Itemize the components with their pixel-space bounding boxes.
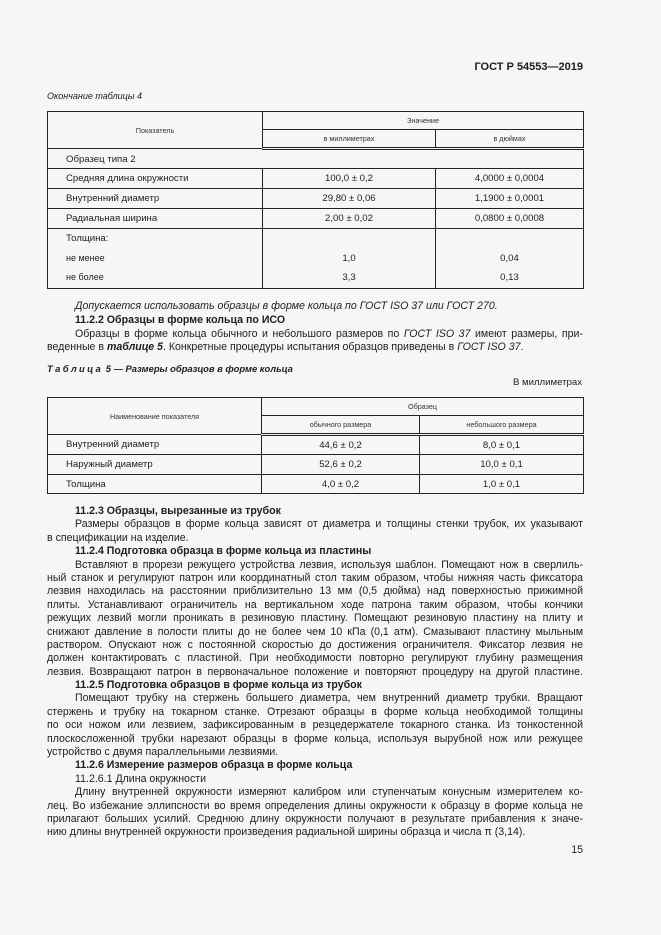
- text-segment: ный станок и регулируют патрон или координатный стол таким образом, чтобы нижняя часть фиксатора: [47, 571, 583, 584]
- text-segment: нию длины внутренней окружности произведения радиальной ширины образца и числа π (3,14).: [47, 826, 526, 839]
- row-mm: 2,00 ± 0,02: [263, 209, 436, 229]
- body-text-lower: [47, 505, 583, 840]
- row-normal: 52,6 ± 0,2: [262, 455, 420, 475]
- text-segment: лец. Во избежание эллипсности во время определения длины окружности к образцу в форме кольца не: [47, 799, 583, 812]
- text-line: [47, 800, 583, 813]
- row-in: 0,0800 ± 0,0008: [436, 209, 584, 229]
- text-line: [47, 559, 583, 572]
- table-5: [47, 397, 584, 494]
- col-header-normal: обычного размера: [262, 416, 420, 435]
- row-normal: 44,6 ± 0,2: [262, 435, 420, 455]
- text-line: [47, 572, 583, 585]
- thickness-label: Толщина:: [66, 233, 109, 244]
- row-mm: 100,0 ± 0,2: [263, 169, 436, 189]
- row-in: 1,1900 ± 0,0001: [436, 189, 584, 209]
- text-segment: по оси ножом или лезвием, зафиксированным в резцедержателе токарного станка. Из тонкостенной: [47, 719, 583, 732]
- text-line: [47, 746, 583, 759]
- row-label: не более: [66, 272, 104, 283]
- row-label: не менее: [66, 252, 105, 263]
- col-header-indicator: Наименование показателя: [48, 398, 262, 435]
- table-row: [48, 189, 584, 209]
- col-header-in: в дюймах: [436, 130, 584, 149]
- row-in: 4,0000 ± 0,0004: [436, 169, 584, 189]
- text-segment: плиты. Устанавливают ограничитель на вертикальном ходе патрона таким образом, чтобы кончики: [47, 598, 583, 611]
- table-4: [47, 111, 584, 289]
- table5-caption: [47, 363, 293, 374]
- text-line: [47, 328, 583, 342]
- text-segment: ГОСТ ISO 37: [457, 341, 521, 354]
- table5-unit: В миллиметрах: [512, 377, 582, 388]
- text-segment: Длину внутренней окружности измеряют калибром или ступенчатым конусным измерителем ко-: [75, 786, 583, 799]
- text-line: [47, 719, 583, 732]
- text-segment: Помещают трубку на стержень большего диаметра, чем внутренний диаметр трубки. Вращают: [75, 692, 583, 705]
- section-heading: [47, 545, 583, 558]
- row-label: Радиальная ширина: [48, 209, 263, 229]
- table-row: [48, 455, 584, 475]
- text-line: [47, 813, 583, 826]
- text-line: [47, 612, 583, 625]
- page-number: 15: [571, 844, 583, 856]
- row-mm: 3,3: [342, 272, 356, 284]
- text-line: [47, 626, 583, 639]
- text-segment: 11.2.4 Подготовка образца в форме кольца из пластины: [75, 545, 372, 558]
- text-segment: Допускается использовать образцы в форме кольца по ГОСТ ISO 37 или ГОСТ 270.: [75, 300, 498, 312]
- text-segment: 11.2.2 Образцы в форме кольца по ИСО: [75, 313, 286, 326]
- text-segment: .: [520, 341, 524, 354]
- text-line: [47, 585, 583, 598]
- text-segment: 11.2.6 Измерение размеров образца в форме кольца: [75, 759, 353, 772]
- text-segment: . Конкретные процедуры испытания образцов приведены в: [162, 341, 458, 354]
- section-heading: [47, 679, 583, 692]
- text-line: [47, 733, 583, 746]
- text-segment: режущих лезвий могли проникать в резиновую пластину. Помещают резиновую пластину на плиту и: [47, 612, 583, 625]
- text-segment: устройство с двумя параллельными лезвиями.: [47, 746, 279, 759]
- text-line: [47, 532, 583, 545]
- text-line: [47, 826, 583, 839]
- text-line: [47, 639, 583, 652]
- text-segment: 11.2.6.1 Длина окружности: [75, 772, 207, 785]
- text-line: [47, 300, 583, 314]
- text-line: [47, 666, 583, 679]
- col-header-mm: в миллиметрах: [263, 130, 436, 149]
- row-label: Наружный диаметр: [48, 455, 262, 475]
- text-line: [47, 652, 583, 665]
- text-segment: плоскосложенной трубки нарезают образцы в форме кольца, используя вырубной нож или режущее: [47, 732, 583, 745]
- row-mm: 29,80 ± 0,06: [263, 189, 436, 209]
- row-small: 8,0 ± 0,1: [420, 435, 584, 455]
- row-in: 0,04: [500, 252, 519, 264]
- row-small: 10,0 ± 0,1: [420, 455, 584, 475]
- row-label: Средняя длина окружности: [48, 169, 263, 189]
- col-header-small: небольшого размера: [420, 416, 584, 435]
- text-segment: веденные в: [47, 341, 107, 354]
- section-heading: [47, 314, 583, 328]
- table5-caption-label: Таблица: [47, 363, 104, 374]
- table4-caption: Окончание таблицы 4: [47, 91, 142, 101]
- table-row-group: [48, 149, 584, 169]
- text-segment: должен контактировать с пластиной. При необходимости повторно регулируют глубину размещения: [47, 652, 583, 665]
- text-segment: 11.2.5 Подготовка образцов в форме кольца из трубок: [75, 679, 362, 692]
- text-line: [47, 341, 583, 355]
- col-header-indicator: Показатель: [48, 112, 263, 149]
- section-heading: [47, 505, 583, 518]
- text-segment: имеют размеры, при-: [470, 327, 583, 340]
- group-label: Образец типа 2: [48, 149, 584, 169]
- text-segment: таблице 5: [106, 341, 163, 354]
- table-row: [48, 475, 584, 494]
- section-heading: [47, 759, 583, 772]
- table-row-thickness: [48, 229, 584, 289]
- text-line: [47, 706, 583, 719]
- table-row: [48, 209, 584, 229]
- col-header-value: Значение: [263, 112, 584, 130]
- text-segment: прилагают больших усилий. Среднюю длину окружности получают в результате прибавления к значе-: [47, 812, 583, 825]
- row-small: 1,0 ± 0,1: [420, 475, 584, 494]
- text-line: [47, 599, 583, 612]
- text-segment: Размеры образцов в форме кольца зависят от диаметра и толщины стенки трубок, их указывают: [75, 518, 583, 531]
- text-segment: лезвия. Возвращают патрон в первоначальное положение и повторяют процедуру на другой пластине.: [47, 665, 583, 678]
- document-code: ГОСТ Р 54553—2019: [474, 61, 583, 73]
- text-line: [47, 773, 583, 786]
- table5-caption-number: 5: [105, 363, 111, 374]
- text-segment: 11.2.3 Образцы, вырезанные из трубок: [75, 505, 281, 517]
- text-line: [47, 692, 583, 705]
- col-header-sample: Образец: [262, 398, 584, 416]
- text-segment: Образцы в форме кольца обычного и небольшого размеров по: [75, 327, 404, 340]
- text-segment: Вставляют в прорези режущего устройства лезвия, используя шаблон. Помещают нож в сверлиль-: [75, 558, 583, 571]
- table-row: [48, 169, 584, 189]
- text-segment: снижают давление в полости плиты до не более чем 10 кПа (0,1 атм). Смазывают пластину мыльным: [47, 625, 583, 638]
- text-segment: в спецификации на изделие.: [47, 531, 189, 544]
- body-text-upper: [47, 300, 583, 355]
- row-normal: 4,0 ± 0,2: [262, 475, 420, 494]
- row-label: Внутренний диаметр: [48, 189, 263, 209]
- row-label: Внутренний диаметр: [48, 435, 262, 455]
- row-mm: 1,0: [342, 252, 356, 264]
- text-segment: лезвия находилась на расстоянии приблизительно 13 мм (0,5 дюйма) над поверхностью прижимной: [47, 585, 583, 598]
- text-segment: стержень и трубку на токарном станке. Отрезают образцы в форме кольца необходимой толщины: [47, 705, 583, 718]
- text-line: [47, 786, 583, 799]
- text-segment: раствором. Опускают нож с постоянной скоростью до достижения ограничителя. Фиксатор лезвия не: [47, 638, 583, 651]
- text-line: [47, 518, 583, 531]
- row-label: Толщина: [48, 475, 262, 494]
- table5-caption-title: — Размеры образцов в форме кольца: [113, 363, 293, 374]
- text-segment: ГОСТ ISO 37: [403, 327, 471, 340]
- table-row: [48, 435, 584, 455]
- row-in: 0,13: [500, 272, 519, 284]
